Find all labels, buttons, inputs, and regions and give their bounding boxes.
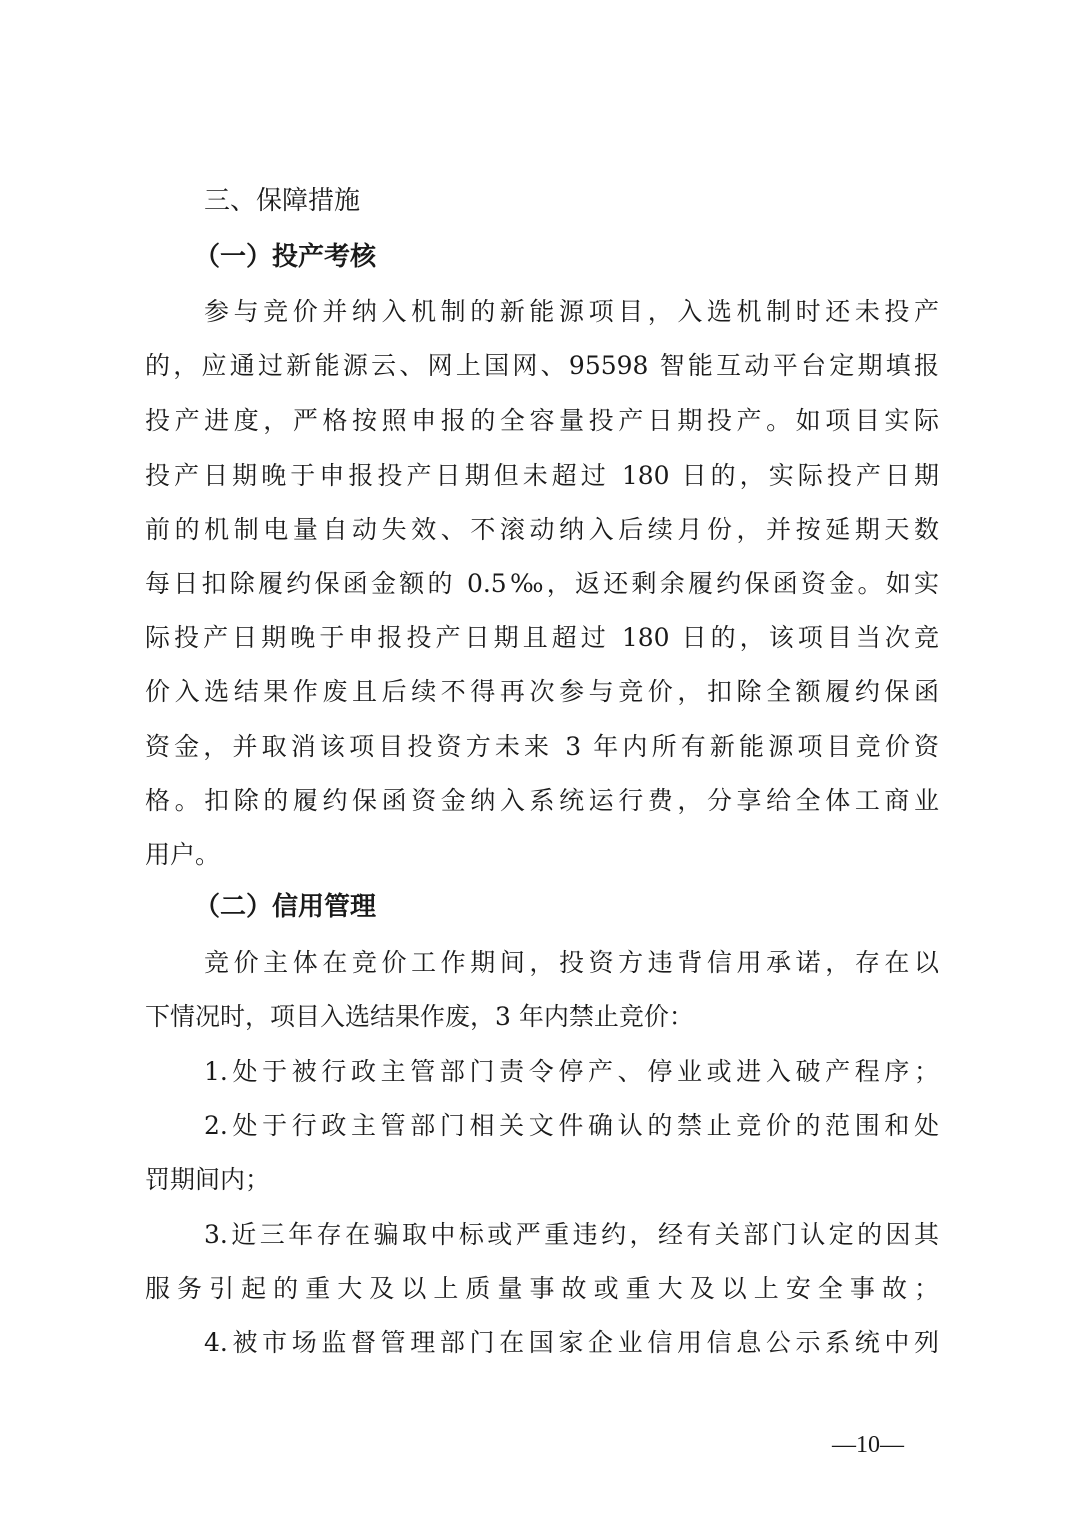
paragraph-line: 际投产日期晚于申报投产日期且超过 180 日的，该项目当次竞 [145,623,939,652]
paragraph-line: 的，应通过新能源云、网上国网、95598 智能互动平台定期填报 [145,351,939,380]
paragraph-line: 前的机制电量自动失效、不滚动纳入后续月份，并按延期天数 [145,515,939,544]
paragraph-line: 用户。 [145,840,221,869]
list-item-3-continued: 服务引起的重大及以上质量事故或重大及以上安全事故； [145,1274,939,1303]
list-item-3: 3.近三年存在骗取中标或严重违约，经有关部门认定的因其 [204,1220,939,1249]
list-item-1: 1.处于被行政主管部门责令停产、停业或进入破产程序； [204,1057,939,1086]
list-item-4: 4.被市场监督管理部门在国家企业信用信息公示系统中列 [204,1328,939,1357]
page-number: —10— [832,1432,904,1458]
paragraph-line: 参与竞价并纳入机制的新能源项目，入选机制时还未投产 [204,297,939,326]
paragraph-line: 竞价主体在竞价工作期间，投资方违背信用承诺，存在以 [204,948,939,977]
paragraph-line: 投产进度，严格按照申报的全容量投产日期投产。如项目实际 [145,406,939,435]
paragraph-line: 资金，并取消该项目投资方未来 3 年内所有新能源项目竞价资 [145,732,939,761]
subsection-title-production-assessment: （一）投产考核 [194,242,377,272]
subsection-title-credit-management: （二）信用管理 [194,892,377,922]
paragraph-line: 每日扣除履约保函金额的 0.5‰，返还剩余履约保函资金。如实 [145,569,939,598]
section-title: 三、保障措施 [204,186,361,216]
paragraph-line: 格。扣除的履约保函资金纳入系统运行费，分享给全体工商业 [145,786,939,815]
list-item-2-continued: 罚期间内； [145,1165,271,1194]
paragraph-line: 投产日期晚于申报投产日期但未超过 180 日的，实际投产日期 [145,461,939,490]
list-item-2: 2.处于行政主管部门相关文件确认的禁止竞价的范围和处 [204,1111,939,1140]
paragraph-line: 价入选结果作废且后续不得再次参与竞价，扣除全额履约保函 [145,677,939,706]
paragraph-line: 下情况时，项目入选结果作废，3 年内禁止竞价： [145,1002,694,1031]
